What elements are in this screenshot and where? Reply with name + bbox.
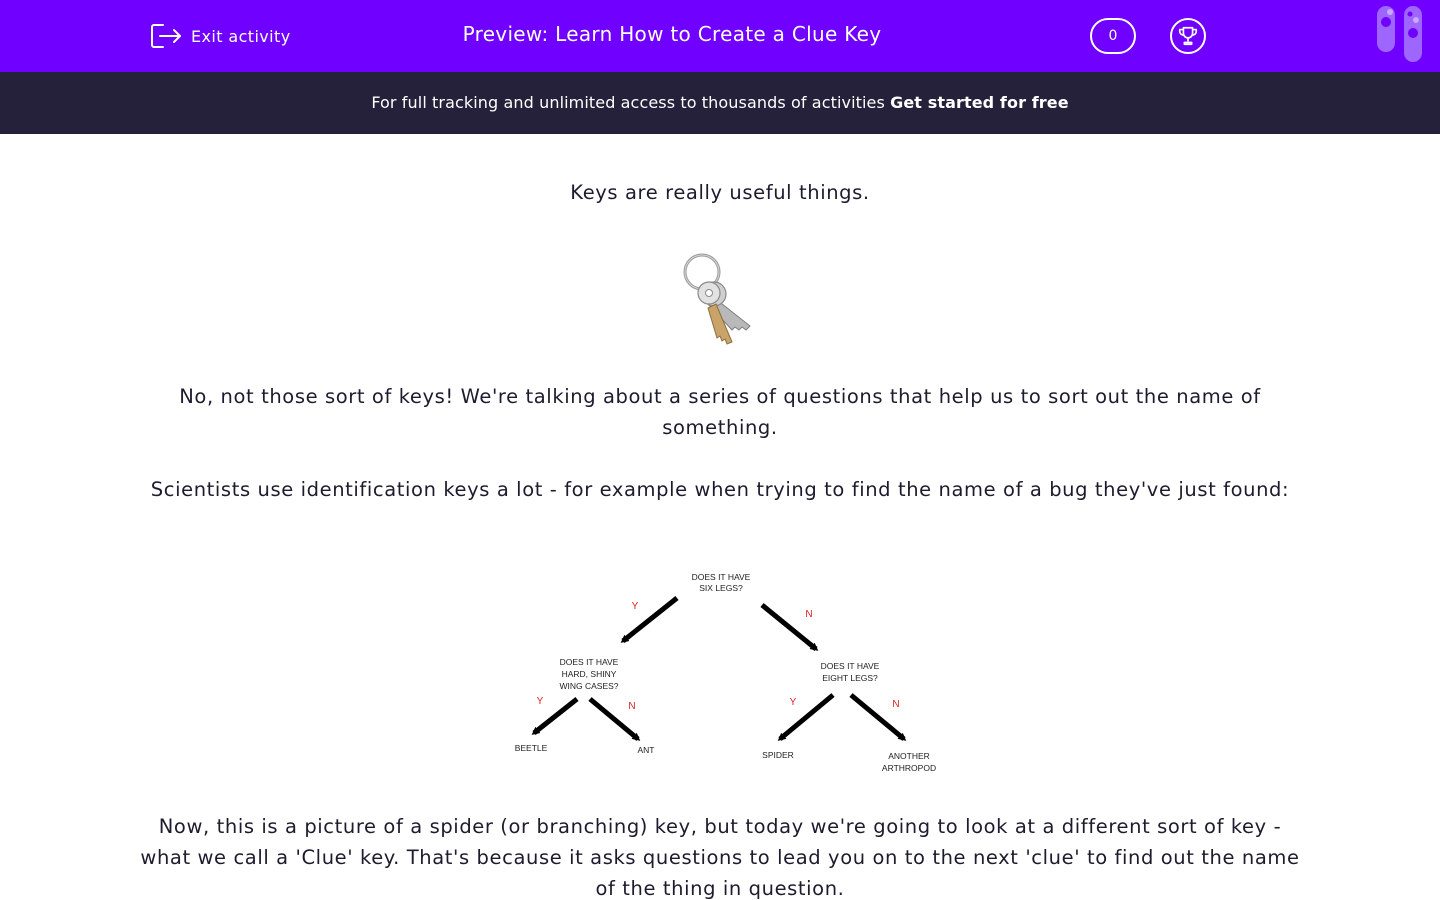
root-question-line1: DOES IT HAVE <box>691 572 751 582</box>
leaf-other-line1: ANOTHER <box>888 751 930 761</box>
right-question-line1: DOES IT HAVE <box>820 661 880 671</box>
branching-key-diagram <box>500 562 940 778</box>
identification-keys-paragraph: Scientists use identification keys a lot - for example when trying to find the name of a bug they've just found: <box>150 478 1290 501</box>
right-yes-arrow <box>780 695 833 739</box>
root-no-label: N <box>805 609 813 620</box>
left-no-label: N <box>628 701 636 712</box>
leaf-beetle: BEETLE <box>514 743 548 753</box>
right-question-line2: EIGHT LEGS? <box>822 673 878 683</box>
right-no-label: N <box>892 699 900 710</box>
leaf-ant: ANT <box>637 745 655 755</box>
root-question-line2: SIX LEGS? <box>699 583 743 593</box>
left-question-line2: HARD, SHINY <box>561 669 617 679</box>
get-started-link[interactable]: Get started for free <box>890 93 1069 112</box>
score-badge: 0 <box>1090 18 1136 54</box>
edplace-logo <box>1372 6 1426 64</box>
clue-key-paragraph: Now, this is a picture of a spider (or branching) key, but today we're going to look at a different sort of key - what we call a 'Clue' key. That's because it asks questions to lead you on to the next 'clue' to find out the name of the thing in question. <box>140 815 1300 900</box>
right-yes-label: Y <box>789 697 797 708</box>
top-bar <box>0 0 1440 72</box>
leaf-other-line2: ARTHROPOD <box>881 763 937 773</box>
exit-activity-label: Exit activity <box>191 26 291 46</box>
leaf-spider: SPIDER <box>762 750 794 760</box>
signup-banner <box>0 72 1440 134</box>
keys-image <box>672 248 772 348</box>
intro-paragraph: Keys are really useful things. <box>570 181 870 204</box>
banner-text: For full tracking and unlimited access to thousands of activities <box>371 93 891 112</box>
trophy-button[interactable] <box>1170 18 1206 54</box>
trophy-icon <box>1177 25 1199 47</box>
page-title: Preview: Learn How to Create a Clue Key <box>462 22 882 46</box>
left-question-line3: WING CASES? <box>559 681 619 691</box>
left-yes-label: Y <box>536 696 544 707</box>
left-question-line1: DOES IT HAVE <box>559 657 619 667</box>
root-yes-label: Y <box>631 601 639 612</box>
keys-explanation-paragraph: No, not those sort of keys! We're talking about a series of questions that help us to sort out the name of something. <box>179 385 1261 439</box>
